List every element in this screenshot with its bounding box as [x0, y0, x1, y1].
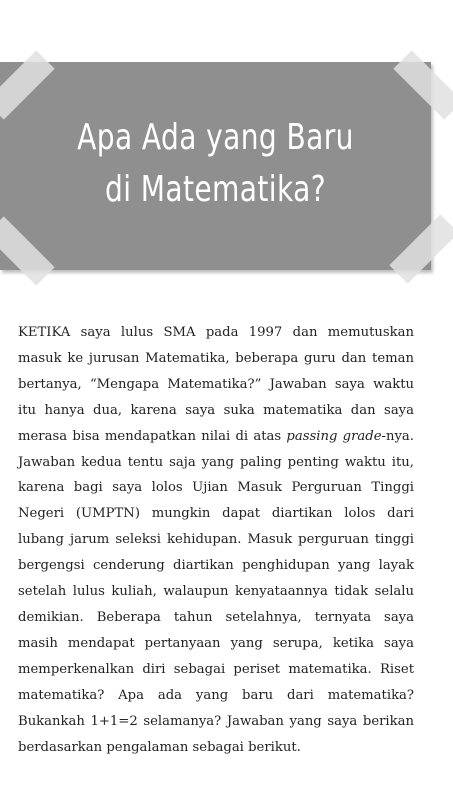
- paragraph-text: [18, 320, 414, 760]
- paragraph-text-part-1: KETIKA saya lulus SMA pada 1997 dan memutuskan masuk ke jurusan Matematika, beberapa guru dan teman bertanya, “Mengapa Matematika?” Jawaban saya waktu itu hanya dua, karena saya suka matematika dan saya merasa bisa mendapatkan nilai di atas: [18, 325, 414, 444]
- paragraph-text-part-2: -nya. Jawaban kedua tentu saja yang paling penting waktu itu, karena bagi saya lolos Ujian Masuk Perguruan Tinggi Negeri (UMPTN) mungkin dapat diartikan lolos dari lubang jarum seleksi kehidupan. Masuk perguruan tinggi bergengsi cenderung diartikan penghidupan yang layak setelah lulus kuliah, walaupun kenyataannya tidak selalu demikian. Beberapa tahun setelahnya, ternyata saya masih mendapat pertanyaan yang serupa, ketika saya memperkenalkan diri sebagai periset matematika. Riset matematika? Apa ada yang baru dari matematika? Bukankah 1+1=2 selamanya? Jawaban yang saya berikan berdasarkan pengalaman sebagai berikut.: [18, 428, 414, 755]
- body-paragraph: [18, 320, 414, 760]
- paragraph-italic-term: passing grade: [286, 428, 382, 444]
- chapter-title-line-2: di Matematika?: [105, 169, 326, 210]
- chapter-title: [47, 112, 383, 216]
- chapter-title-line-1: Apa Ada yang Baru: [77, 117, 354, 158]
